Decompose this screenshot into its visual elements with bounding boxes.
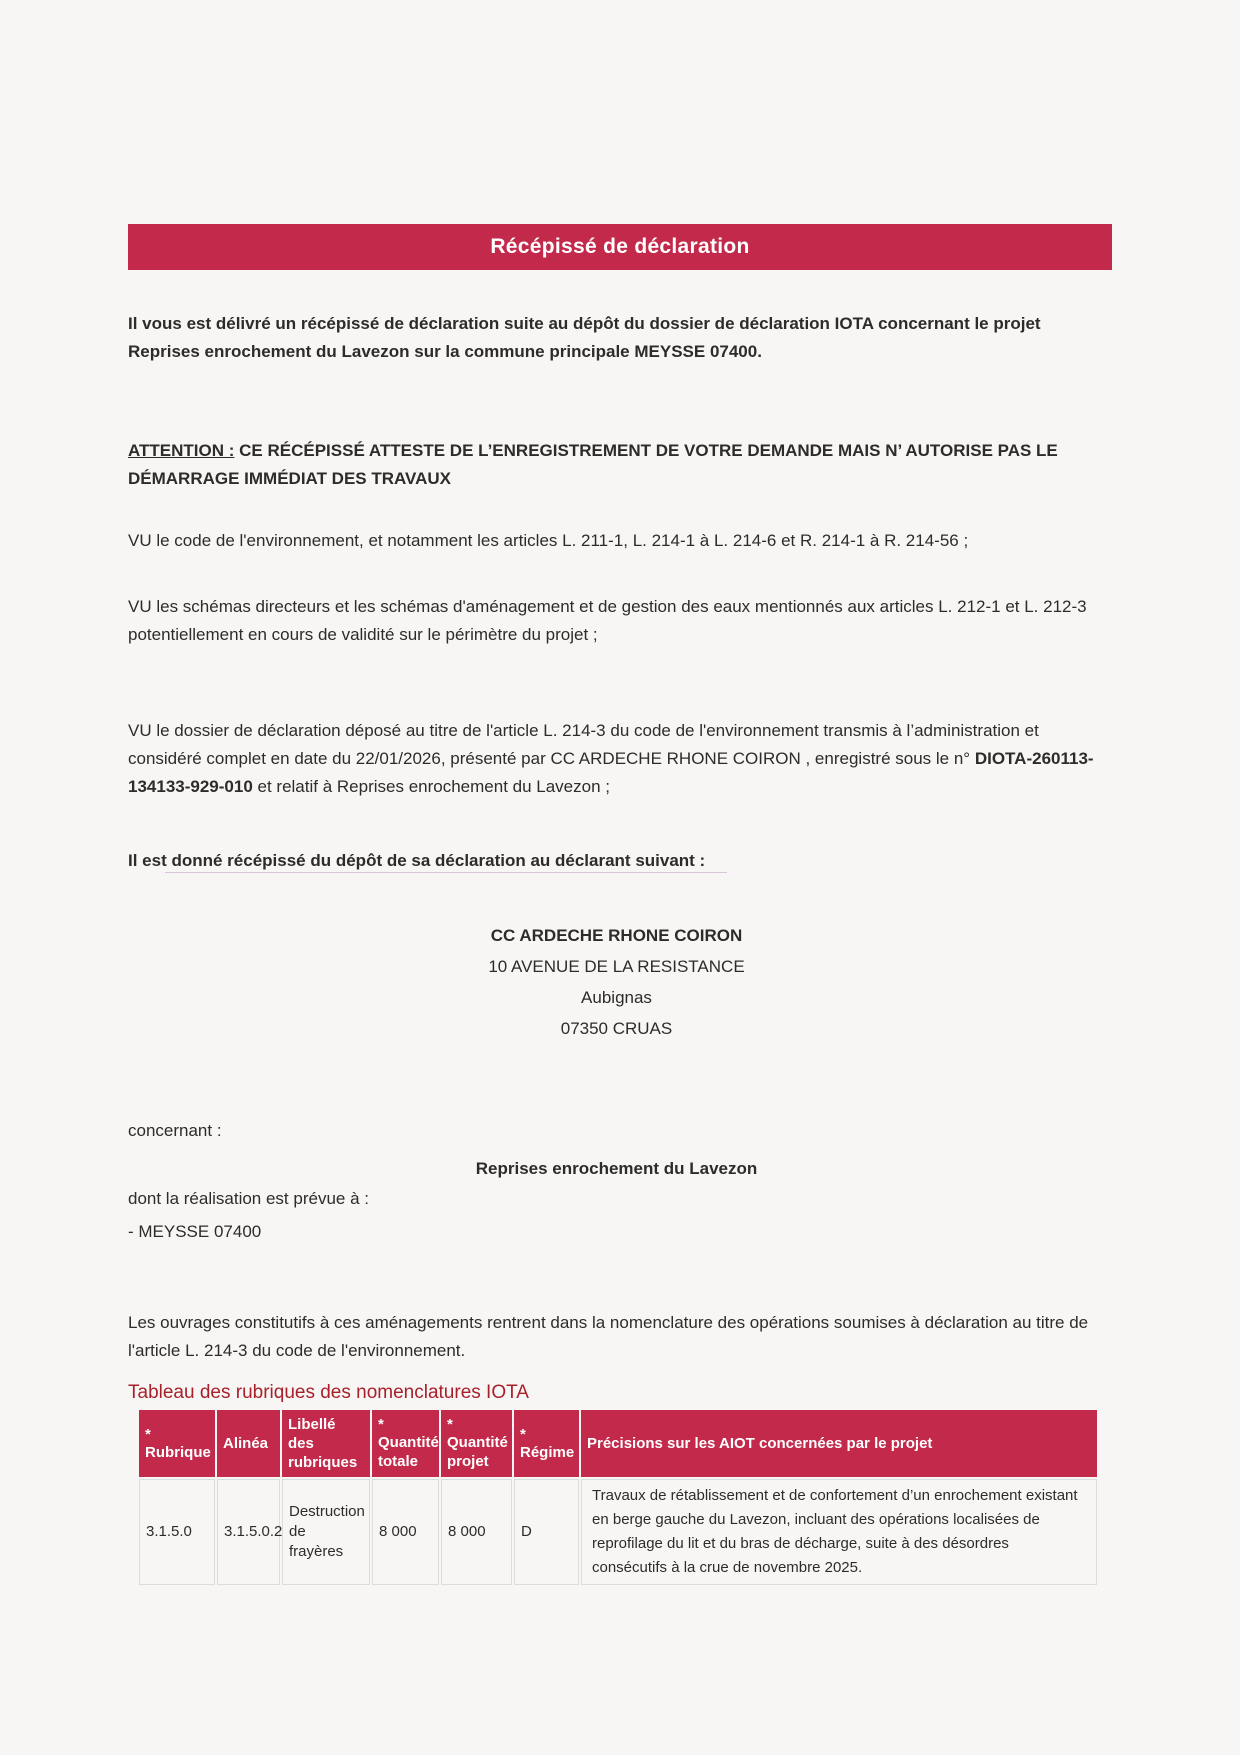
nomenclature-heading: Tableau des rubriques des nomenclatures IOTA bbox=[128, 1381, 529, 1403]
cell-libelle: Destruction de frayères bbox=[282, 1479, 370, 1585]
location-item: - MEYSSE 07400 bbox=[128, 1222, 262, 1241]
column-header-label: Quantité projet bbox=[447, 1434, 508, 1470]
concernant-label: concernant : bbox=[128, 1121, 222, 1140]
divider-line bbox=[165, 872, 727, 873]
column-header-label: Alinéa bbox=[223, 1435, 269, 1452]
table-row bbox=[139, 1479, 1097, 1585]
column-header-label: Rubrique bbox=[145, 1443, 211, 1461]
declarant-locality: Aubignas bbox=[581, 988, 652, 1007]
column-header-label: Quantité totale bbox=[378, 1434, 439, 1470]
declarant-name: CC ARDECHE RHONE COIRON bbox=[490, 926, 743, 945]
required-asterisk: * bbox=[520, 1425, 526, 1443]
cell-precisions: Travaux de rétablissement et de confortement d’un enrochement existant en berge gauche du Lavezon, incluant des opérations localisées de reprofilage du lit et du bras de décharge, suite à des désordres consécutifs à la crue de novembre 2025. bbox=[581, 1479, 1097, 1585]
nomenclature-intro: Les ouvrages constitutifs à ces aménagements rentrent dans la nomenclature des opérations soumises à déclaration au titre de l'article L. 214-3 du code de l'environnement. bbox=[128, 1313, 1089, 1360]
column-header-rubrique bbox=[139, 1410, 215, 1477]
declarant-street: 10 AVENUE DE LA RESISTANCE bbox=[488, 957, 745, 976]
required-asterisk: * bbox=[447, 1416, 453, 1433]
declarant-city: 07350 CRUAS bbox=[560, 1019, 673, 1038]
column-header-alinea bbox=[217, 1410, 280, 1477]
cell-quantite-projet: 8 000 bbox=[441, 1479, 512, 1585]
project-title: Reprises enrochement du Lavezon bbox=[475, 1159, 758, 1178]
intro-paragraph: Il vous est délivré un récépissé de déclaration suite au dépôt du dossier de déclaration IOTA concernant le projet Reprises enrochement du Lavezon sur la commune principale MEYSSE 07400. bbox=[128, 314, 1041, 361]
vu-paragraph-schemas: VU les schémas directeurs et les schémas d'aménagement et de gestion des eaux mentionnés aux articles L. 212-1 et L. 212-3 potentiellement en cours de validité sur le périmètre du projet ; bbox=[128, 597, 1087, 644]
attention-label: ATTENTION : bbox=[128, 441, 235, 460]
column-header-label: Régime bbox=[520, 1443, 575, 1461]
recepisse-statement: Il est donné récépissé du dépôt de sa déclaration au déclarant suivant : bbox=[128, 851, 706, 870]
cell-alinea: 3.1.5.0.2 bbox=[217, 1479, 280, 1585]
location-intro: dont la réalisation est prévue à : bbox=[128, 1189, 369, 1208]
cell-quantite-totale: 8 000 bbox=[372, 1479, 439, 1585]
registration-number: DIOTA-260113-134133-929-010 bbox=[128, 749, 1094, 796]
vu-paragraph-dossier bbox=[128, 717, 1105, 801]
cell-rubrique: 3.1.5.0 bbox=[139, 1479, 215, 1585]
required-asterisk: * bbox=[378, 1416, 384, 1433]
column-header-label: Précisions sur les AIOT concernées par le projet bbox=[587, 1435, 933, 1452]
column-header-precisions bbox=[581, 1410, 1097, 1477]
column-header-libelle bbox=[282, 1410, 370, 1477]
table-header-row bbox=[139, 1410, 1097, 1477]
column-header-quantite-totale bbox=[372, 1410, 439, 1477]
attention-notice bbox=[128, 437, 1105, 493]
column-header-label: Libellé des rubriques bbox=[288, 1416, 358, 1471]
vu-paragraph-code-environnement: VU le code de l'environnement, et notamment les articles L. 211-1, L. 214-1 à L. 214-6 et R. 214-1 à R. 214-56 ; bbox=[128, 531, 969, 550]
document-title: Récépissé de déclaration bbox=[490, 235, 750, 258]
attention-text: CE RÉCÉPISSÉ ATTESTE DE L’ENREGISTREMENT DE VOTRE DEMANDE MAIS N’ AUTORISE PAS LE DÉMARRAGE IMMÉDIAT DES TRAVAUX bbox=[128, 441, 1058, 488]
column-header-regime bbox=[514, 1410, 579, 1477]
vu-dossier-text-end: et relatif à Reprises enrochement du Lavezon ; bbox=[257, 777, 610, 796]
column-header-quantite-projet bbox=[441, 1410, 512, 1477]
required-asterisk: * bbox=[145, 1425, 151, 1443]
cell-regime: D bbox=[514, 1479, 579, 1585]
document-title-banner bbox=[128, 224, 1112, 270]
vu-dossier-text-start: VU le dossier de déclaration déposé au titre de l'article L. 214-3 du code de l'environnement transmis à l’administration et considéré complet en date du 22/01/2026, présenté par CC ARDECHE RHONE COIRON , enregistré sous le n° bbox=[128, 721, 1039, 768]
nomenclature-table bbox=[137, 1408, 1099, 1587]
declarant-block bbox=[128, 920, 1105, 1044]
